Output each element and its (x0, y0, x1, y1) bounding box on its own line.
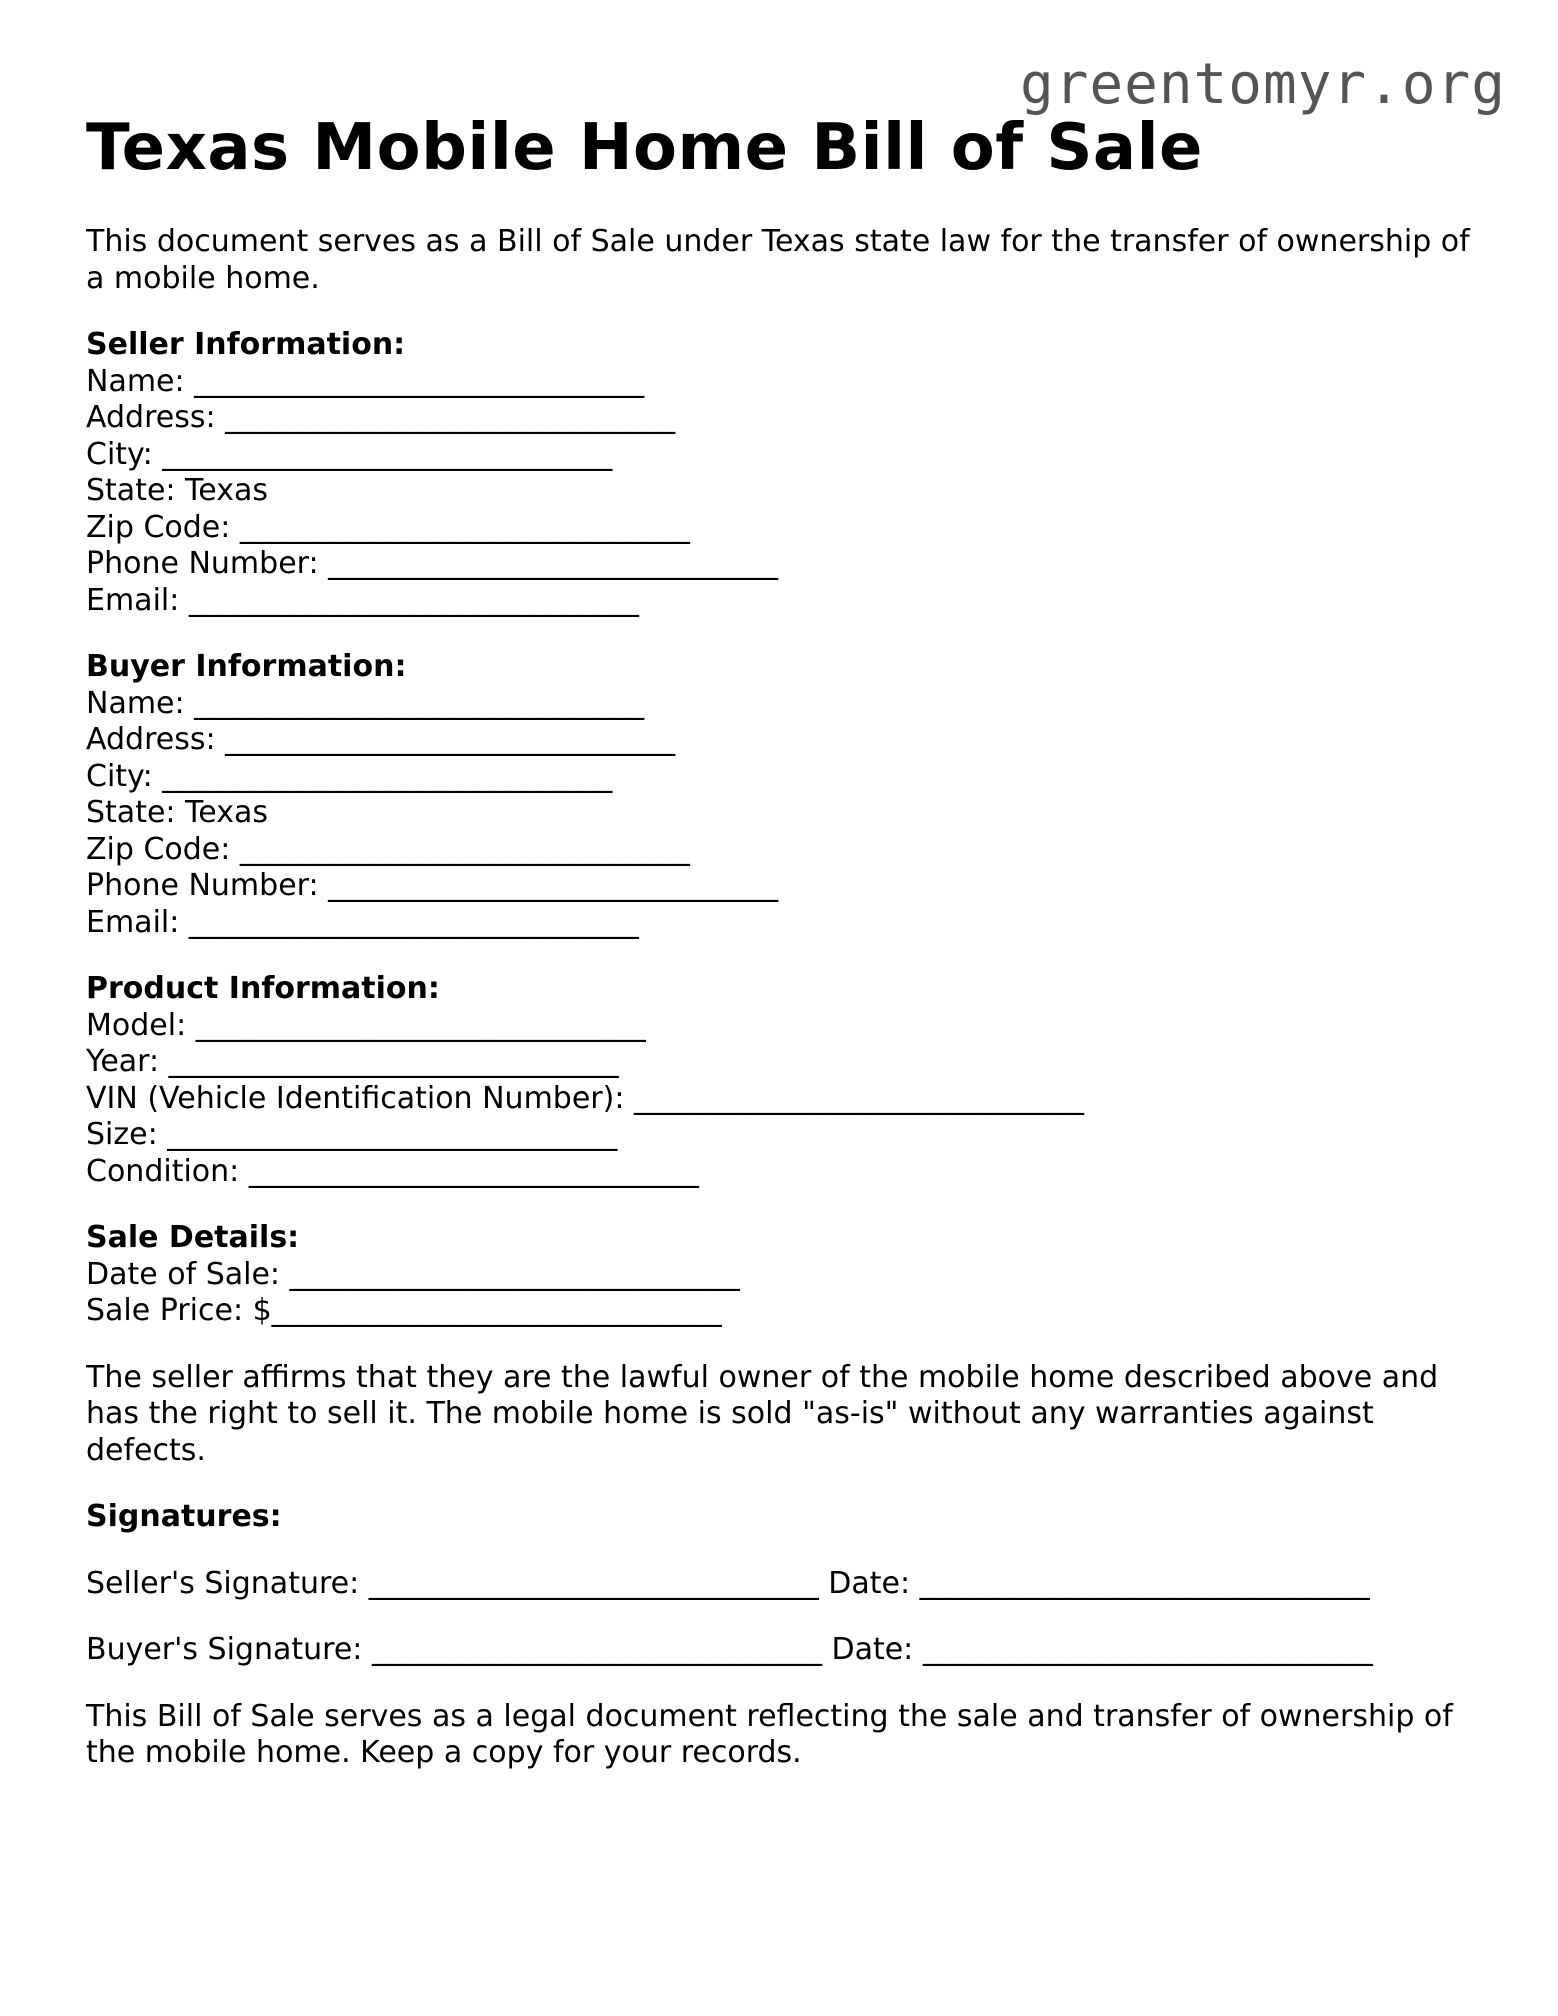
buyer-date-blank[interactable]: ______________________________ (922, 1632, 1373, 1667)
buyer-section (86, 649, 1486, 941)
product-vin-label: VIN (Vehicle Identification Number): (86, 1080, 634, 1116)
buyer-zip-label: Zip Code: (86, 831, 240, 867)
product-model-label: Model: (86, 1007, 196, 1043)
seller-date-blank[interactable]: ______________________________ (919, 1565, 1370, 1601)
sale-price-label: Sale Price: $ (86, 1293, 272, 1328)
buyer-date-label: Date: (821, 1632, 923, 1667)
buyer-name-field[interactable] (86, 686, 1486, 723)
buyer-zip-field[interactable] (86, 832, 1486, 869)
buyer-address-blank[interactable]: ______________________________ (225, 722, 676, 757)
seller-email-label: Email: (86, 582, 189, 618)
seller-name-blank[interactable]: ______________________________ (194, 363, 645, 399)
intro-paragraph: This document serves as a Bill of Sale under Texas state law for the transfer of ownership of a mobile home. (86, 224, 1470, 296)
seller-city-blank[interactable]: ______________________________ (162, 436, 613, 472)
document-title: Texas Mobile Home Bill of Sale (86, 111, 1203, 185)
seller-name-field[interactable] (86, 364, 1486, 401)
buyer-email-blank[interactable]: ______________________________ (188, 904, 639, 940)
buyer-city-field[interactable] (86, 759, 1486, 796)
sale-section (86, 1220, 1486, 1330)
product-size-blank[interactable]: ______________________________ (167, 1117, 618, 1152)
product-condition-blank[interactable]: ______________________________ (248, 1153, 699, 1189)
seller-phone-field[interactable] (86, 546, 1486, 583)
buyer-state-line: State: Texas (86, 795, 268, 830)
buyer-phone-label: Phone Number: (86, 868, 329, 903)
seller-phone-blank[interactable]: ______________________________ (328, 546, 779, 581)
buyer-address-field[interactable] (86, 722, 1486, 759)
product-vin-field[interactable] (86, 1081, 1486, 1118)
buyer-signature-label: Buyer's Signature: (86, 1632, 372, 1667)
product-section (86, 971, 1486, 1190)
buyer-address-label: Address: (86, 722, 226, 757)
product-model-blank[interactable]: ______________________________ (195, 1007, 646, 1043)
seller-signature-label: Seller's Signature: (86, 1565, 369, 1601)
buyer-email-label: Email: (86, 904, 189, 940)
seller-email-blank[interactable]: ______________________________ (188, 582, 639, 618)
seller-zip-field[interactable] (86, 510, 1486, 547)
seller-address-label: Address: (86, 400, 226, 435)
sale-price-blank[interactable]: ______________________________ (271, 1293, 722, 1328)
product-year-blank[interactable]: ______________________________ (168, 1044, 619, 1079)
buyer-phone-blank[interactable]: ______________________________ (328, 868, 779, 903)
seller-email-field[interactable] (86, 583, 1486, 620)
seller-city-field[interactable] (86, 437, 1486, 474)
seller-heading: Seller Information: (86, 327, 406, 362)
seller-name-label: Name: (86, 363, 195, 399)
product-size-field[interactable] (86, 1117, 1486, 1154)
seller-phone-label: Phone Number: (86, 546, 329, 581)
sale-heading: Sale Details: (86, 1220, 300, 1255)
product-condition-field[interactable] (86, 1154, 1486, 1191)
buyer-signature-row[interactable] (86, 1632, 1486, 1669)
seller-address-field[interactable] (86, 400, 1486, 437)
buyer-city-label: City: (86, 758, 163, 794)
buyer-signature-blank[interactable]: ______________________________ (371, 1632, 822, 1667)
seller-signature-row[interactable] (86, 1566, 1486, 1603)
closing-paragraph: This Bill of Sale serves as a legal document reflecting the sale and transfer of ownership of the mobile home. Keep a copy for your records. (86, 1698, 1453, 1770)
sale-price-field[interactable] (86, 1293, 1486, 1330)
seller-state-line: State: Texas (86, 473, 268, 508)
product-model-field[interactable] (86, 1008, 1486, 1045)
document-page (86, 108, 1486, 1772)
buyer-phone-field[interactable] (86, 868, 1486, 905)
product-year-field[interactable] (86, 1044, 1486, 1081)
buyer-email-field[interactable] (86, 905, 1486, 942)
seller-city-label: City: (86, 436, 163, 472)
affirmation-paragraph: The seller affirms that they are the lawful owner of the mobile home described above and has the right to sell it. The mobile home is sold "as-is" without any warranties against defects. (86, 1359, 1439, 1468)
signatures-heading: Signatures: (86, 1499, 282, 1534)
sale-date-field[interactable] (86, 1257, 1486, 1294)
watermark: greentomyr.org (1019, 52, 1506, 117)
product-size-label: Size: (86, 1117, 168, 1152)
buyer-city-blank[interactable]: ______________________________ (162, 758, 613, 794)
seller-section (86, 327, 1486, 619)
sale-date-label: Date of Sale: (86, 1256, 290, 1292)
buyer-name-label: Name: (86, 685, 195, 721)
seller-date-label: Date: (818, 1565, 920, 1601)
buyer-zip-blank[interactable]: ______________________________ (239, 831, 690, 867)
product-condition-label: Condition: (86, 1153, 249, 1189)
buyer-heading: Buyer Information: (86, 649, 407, 684)
seller-signature-blank[interactable]: ______________________________ (368, 1565, 819, 1601)
seller-zip-label: Zip Code: (86, 509, 240, 545)
sale-date-blank[interactable]: ______________________________ (289, 1256, 740, 1292)
product-heading: Product Information: (86, 971, 440, 1006)
seller-address-blank[interactable]: ______________________________ (225, 400, 676, 435)
buyer-name-blank[interactable]: ______________________________ (194, 685, 645, 721)
seller-zip-blank[interactable]: ______________________________ (239, 509, 690, 545)
product-vin-blank[interactable]: ______________________________ (633, 1080, 1084, 1116)
product-year-label: Year: (86, 1044, 169, 1079)
